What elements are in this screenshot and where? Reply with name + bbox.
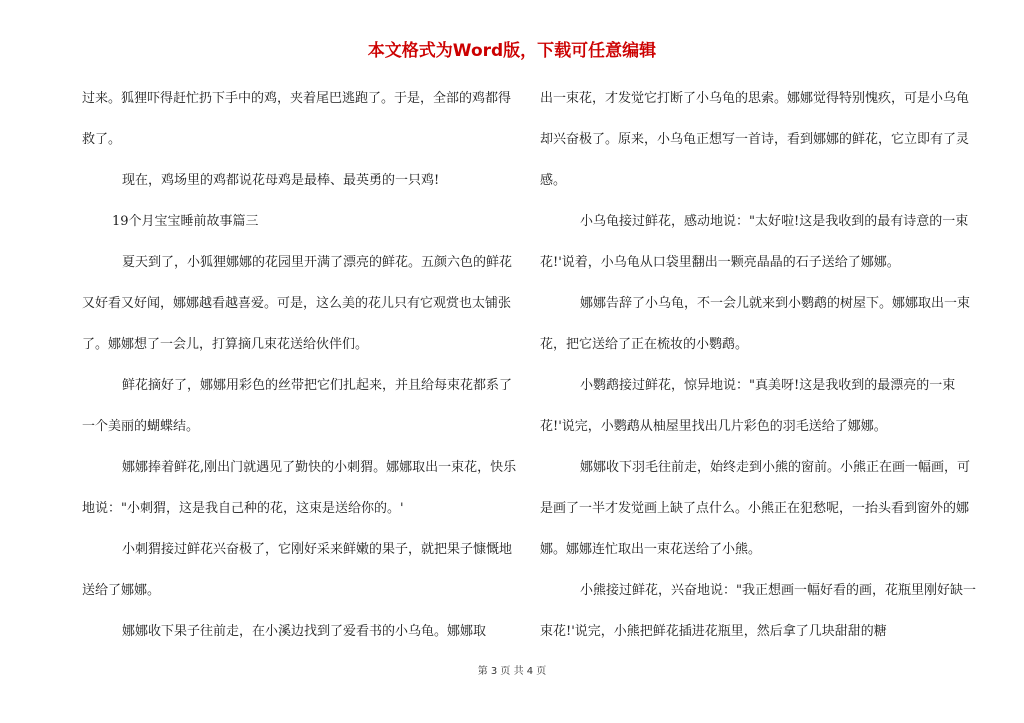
paragraph: 出一束花，才发觉它打断了小乌龟的思索。娜娜觉得特别愧疚，可是小乌龟却兴奋极了。原来，小乌龟正想写一首诗，看到娜娜的鲜花，它立即有了灵感。 — [540, 91, 970, 188]
paragraph: 娜娜捧着鲜花,刚出门就遇见了勤快的小刺猬。娜娜取出一束花，快乐地说："小刺猬，这是我自己种的花，这束是送给你的。' — [82, 460, 517, 516]
left-column — [82, 78, 522, 652]
paragraph: 现在，鸡场里的鸡都说花母鸡是最棒、最英勇的一只鸡! — [122, 173, 440, 188]
paragraph: 娜娜告辞了小乌龟，不一会儿就来到小鹦鹉的树屋下。娜娜取出一束花，把它送给了正在梳妆的小鹦鹉。 — [540, 296, 971, 352]
paragraph: 小鹦鹉接过鲜花，惊异地说："真美呀!这是我收到的最漂亮的一束花!'说完，小鹦鹉从柚屋里找出几片彩色的羽毛送给了娜娜。 — [540, 378, 956, 434]
section-heading: 19个月宝宝睡前故事篇三 — [112, 214, 259, 229]
paragraph: 小熊接过鲜花，兴奋地说："我正想画一幅好看的画，花瓶里刚好缺一束花!'说完，小熊把鲜花插进花瓶里，然后拿了几块甜甜的糖 — [540, 583, 976, 639]
page-number: 第 3 页 共 4 页 — [477, 666, 547, 677]
paragraph: 小刺猬接过鲜花兴奋极了，它刚好采来鲜嫩的果子，就把果子慷慨地送给了娜娜。 — [82, 542, 513, 598]
right-column — [540, 78, 980, 652]
paragraph: 娜娜收下羽毛往前走，始终走到小熊的窗前。小熊正在画一幅画，可是画了一半才发觉画上缺了点什么。小熊正在犯愁呢，一抬头看到窗外的娜娜。娜娜连忙取出一束花送给了小熊。 — [540, 460, 971, 557]
paragraph: 鲜花摘好了，娜娜用彩色的丝带把它们扎起来，并且给每束花都系了一个美丽的蝴蝶结。 — [82, 378, 513, 434]
paragraph: 夏天到了，小狐狸娜娜的花园里开满了漂亮的鲜花。五颜六色的鲜花又好看又好闻，娜娜越看越喜爱。可是，这么美的花儿只有它观赏也太铺张了。娜娜想了一会儿，打算摘几束花送给伙伴们。 — [82, 255, 513, 352]
paragraph: 小乌龟接过鲜花，感动地说："太好啦!这是我收到的最有诗意的一束花!'说着，小乌龟从口袋里翻出一颗亮晶晶的石子送给了娜娜。 — [540, 214, 969, 270]
paragraph: 过来。狐狸吓得赶忙扔下手中的鸡，夹着尾巴逃跑了。于是，全部的鸡都得救了。 — [82, 91, 512, 147]
document-banner: 本文格式为Word版，下载可任意编辑 — [367, 41, 657, 61]
paragraph: 娜娜收下果子往前走，在小溪边找到了爱看书的小乌龟。娜娜取 — [122, 624, 487, 639]
